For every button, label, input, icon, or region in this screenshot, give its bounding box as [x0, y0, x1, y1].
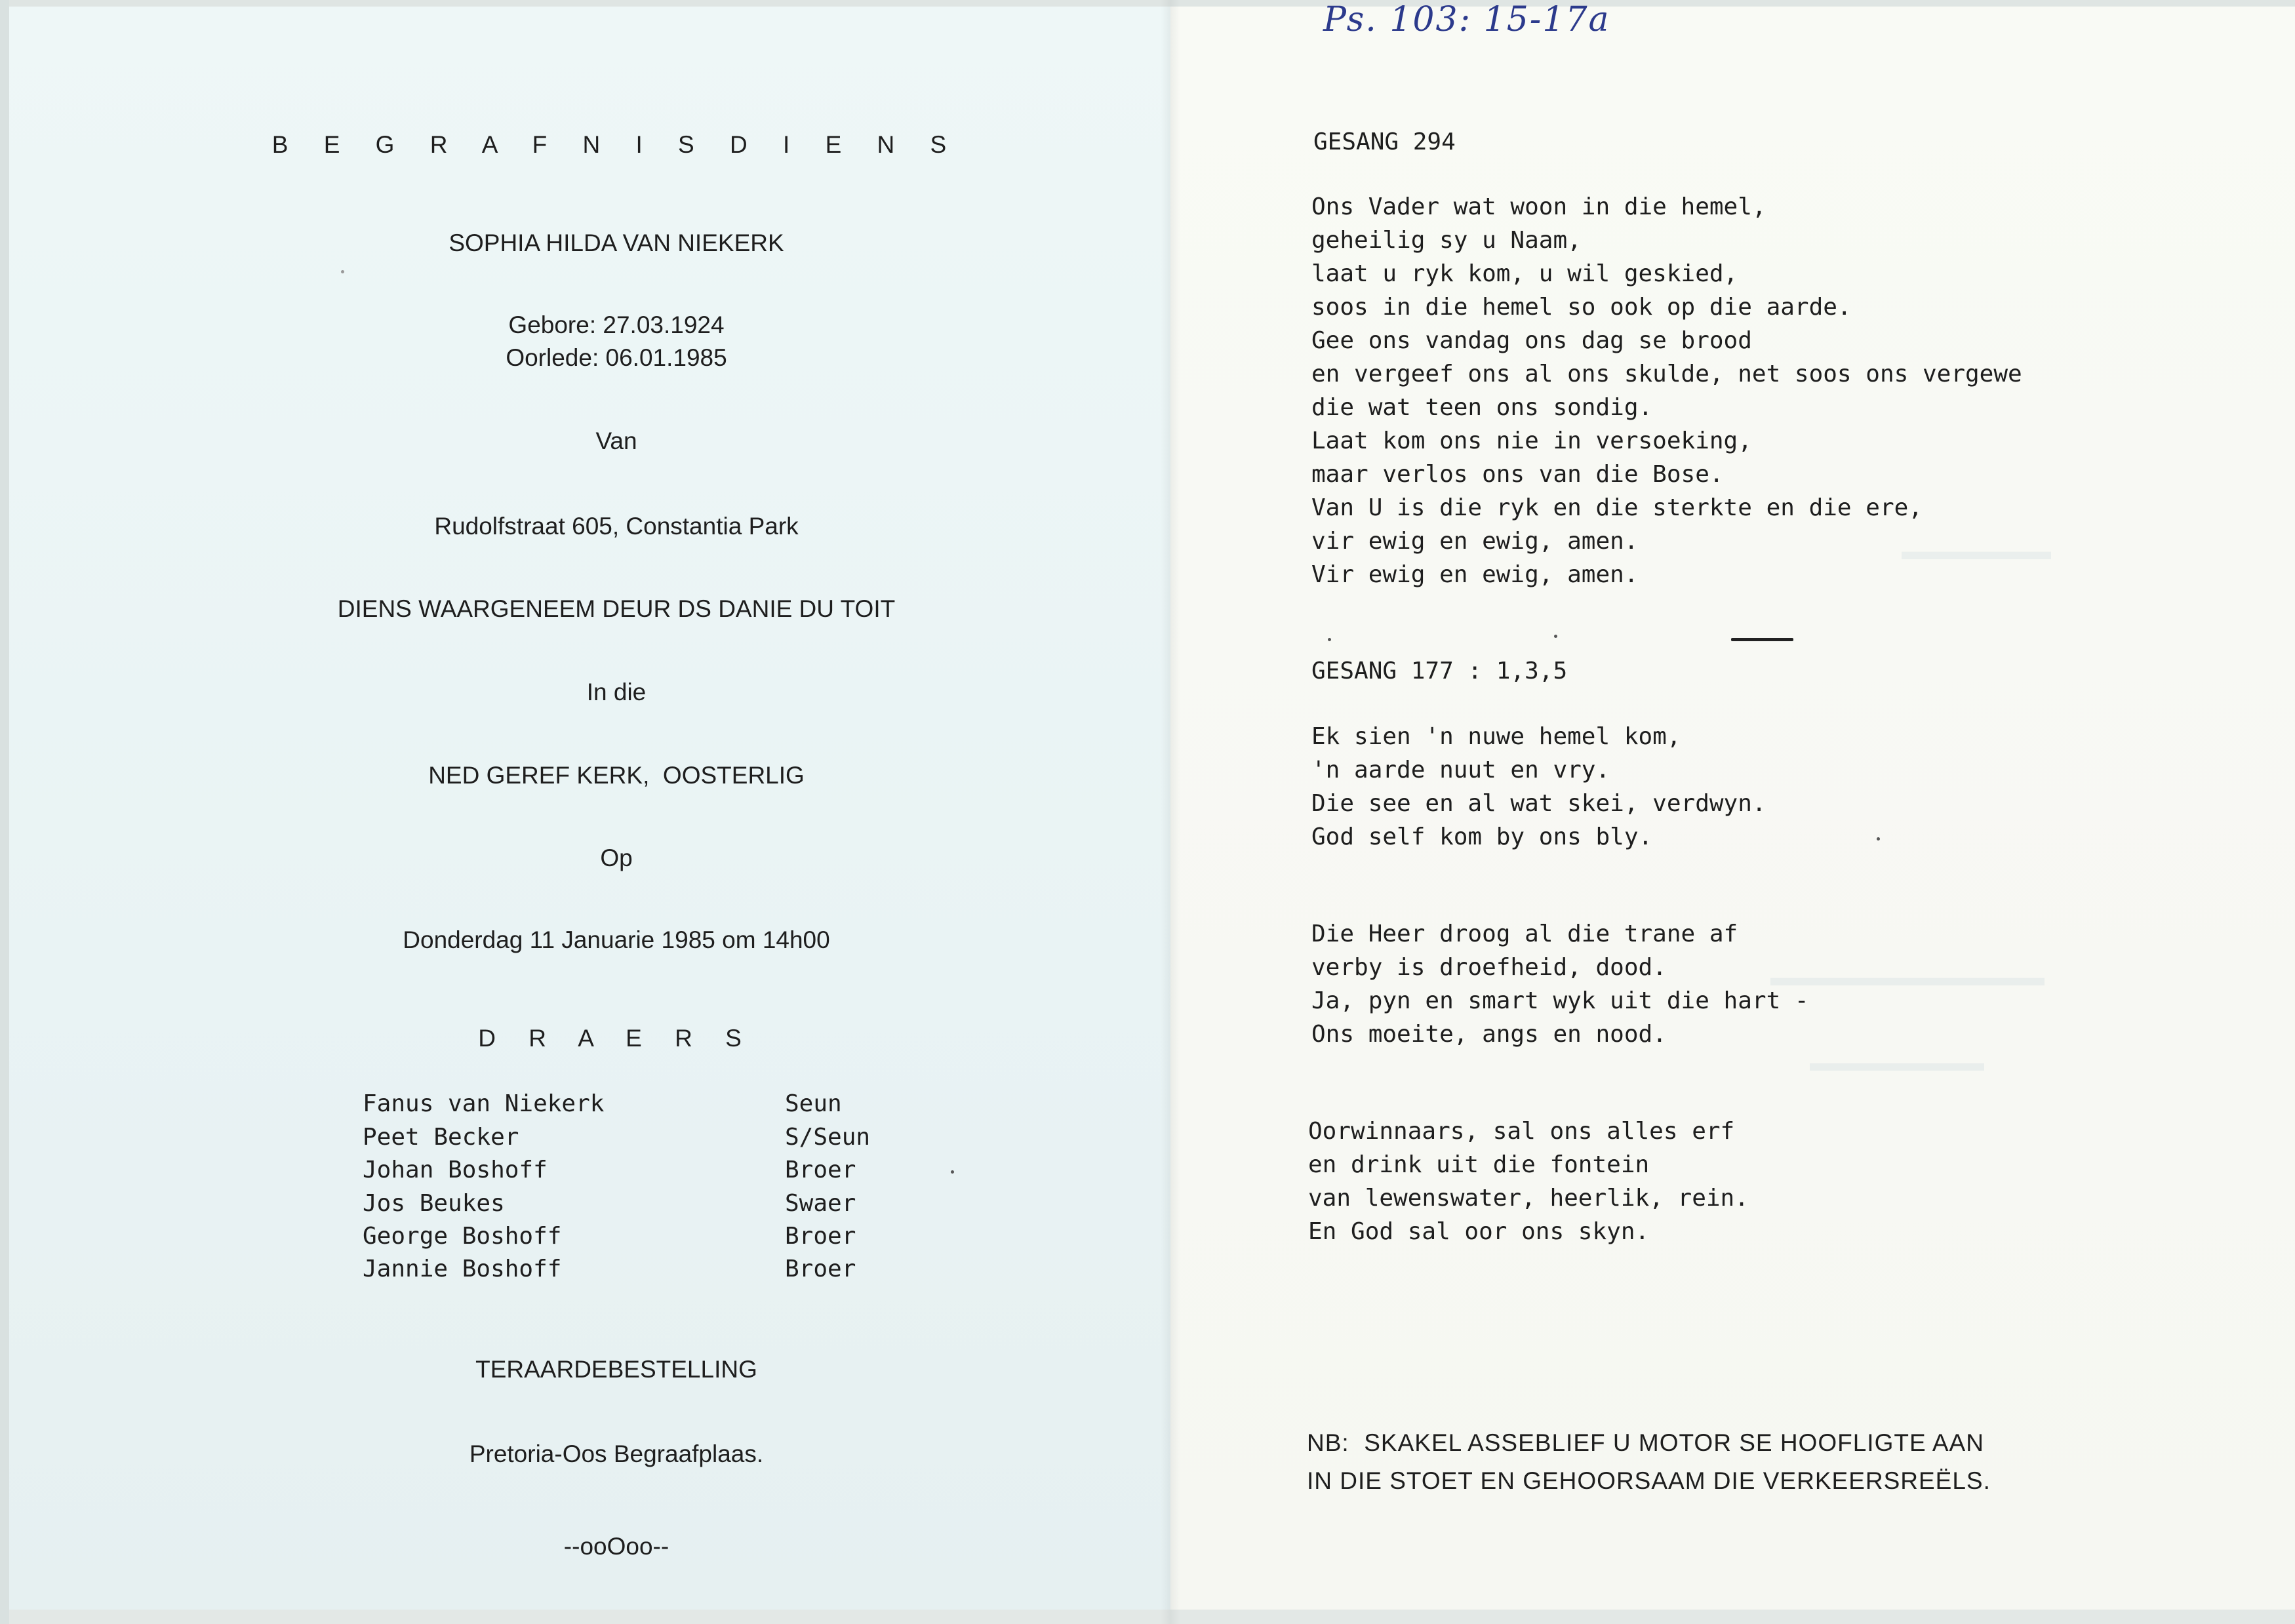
hymn-177-verse-1 [1311, 720, 1766, 854]
hymn-line: soos in die hemel so ook op die aarde. [1311, 294, 1852, 321]
paper-speck [1328, 638, 1331, 641]
page-fold [1161, 0, 1180, 1624]
paper-edge-bottom [0, 1610, 2295, 1624]
bearers-title: D R A E R S [478, 1025, 755, 1052]
verse-line: en drink uit die fontein [1308, 1151, 1650, 1178]
hymn-line: laat u ryk kom, u wil geskied, [1311, 260, 1738, 287]
hymn-177-verse-3 [1308, 1115, 1749, 1248]
verse-line: Ons moeite, angs en nood. [1311, 1021, 1667, 1048]
verse-line: Die Heer droog al die trane af [1311, 921, 1738, 947]
hymn-line: Van U is die ryk en die sterkte en die ere, [1311, 494, 1923, 521]
verse-line: Die see en al wat skei, verdwyn. [1311, 790, 1766, 817]
notice-line-2: IN DIE STOET EN GEHOORSAAM DIE VERKEERSREËLS. [1307, 1467, 1991, 1494]
birth-date: Gebore: 27.03.1924 [508, 311, 725, 338]
verse-line: Ja, pyn en smart wyk uit die hart - [1311, 987, 1809, 1014]
address: Rudolfstraat 605, Constantia Park [434, 513, 799, 540]
bearer-name: Jannie Boshoff [363, 1256, 562, 1282]
hymn-line: maar verlos ons van die Bose. [1311, 461, 1724, 488]
cemetery-name: Pretoria-Oos Begraafplaas. [469, 1440, 764, 1467]
bearer-relation: Swaer [785, 1190, 856, 1217]
bearer-relation: S/Seun [785, 1124, 871, 1151]
bearer-relation: Seun [785, 1090, 842, 1117]
bearer-name: Peet Becker [363, 1124, 519, 1151]
death-date: Oorlede: 06.01.1985 [506, 344, 727, 371]
hymn-177-title: GESANG 177 : 1,3,5 [1311, 658, 1568, 684]
officiant: DIENS WAARGENEEM DEUR DS DANIE DU TOIT [337, 595, 896, 622]
in-label: In die [586, 679, 647, 705]
verse-line: van lewenswater, heerlik, rein. [1308, 1185, 1749, 1212]
hymn-line: vir ewig en ewig, amen. [1311, 528, 1639, 555]
hymn-line: die wat teen ons sondig. [1311, 394, 1653, 421]
bearer-relation: Broer [785, 1223, 856, 1250]
verse-line: verby is droefheid, dood. [1311, 954, 1667, 981]
paper-edge-left [0, 0, 9, 1624]
bearer-name: George Boshoff [363, 1223, 562, 1250]
end-mark: --ooOoo-- [563, 1533, 669, 1560]
hymn-line: Ons Vader wat woon in die hemel, [1311, 193, 1766, 220]
hymn-line: Gee ons vandag ons dag se brood [1311, 327, 1752, 354]
deceased-name: SOPHIA HILDA VAN NIEKERK [449, 229, 784, 256]
paper-speck [1877, 837, 1880, 841]
hymn-294-title: GESANG 294 [1313, 129, 1456, 155]
paper-speck [951, 1170, 954, 1174]
paper-edge-top [0, 0, 2295, 7]
hymn-line: Vir ewig en ewig, amen. [1311, 561, 1639, 588]
show-through-mark: ▬▬▬▬▬▬▬▬▬▬▬ [1770, 964, 2045, 991]
bearer-name: Fanus van Niekerk [363, 1090, 605, 1117]
verse-line: God self kom by ons bly. [1311, 823, 1653, 850]
show-through-mark: ▬▬▬▬▬▬▬ [1810, 1049, 1984, 1077]
hymn-line: Laat kom ons nie in versoeking, [1311, 427, 1752, 454]
bearer-relation: Broer [785, 1157, 856, 1183]
verse-line: Oorwinnaars, sal ons alles erf [1308, 1118, 1735, 1145]
church-name: NED GEREF KERK, OOSTERLIG [428, 762, 805, 789]
bearer-name: Johan Boshoff [363, 1157, 548, 1183]
burial-title: TERAARDEBESTELLING [475, 1356, 757, 1383]
on-label: Op [600, 844, 633, 871]
verse-line: Ek sien 'n nuwe hemel kom, [1311, 723, 1681, 750]
bearer-relation: Broer [785, 1256, 856, 1282]
hymn-line: geheilig sy u Naam, [1311, 227, 1582, 254]
paper-speck [341, 270, 344, 273]
verse-line: En God sal oor ons skyn. [1308, 1218, 1650, 1245]
hymn-177-verse-2 [1311, 917, 1809, 1051]
paper-speck [1554, 635, 1557, 638]
hymn-line: en vergeef ons al ons skulde, net soos ons vergewe [1311, 361, 2022, 387]
service-datetime: Donderdag 11 Januarie 1985 om 14h00 [403, 926, 830, 953]
hymn-294-text [1311, 190, 2022, 591]
from-label: Van [595, 427, 637, 454]
ink-mark [1731, 638, 1793, 641]
handwritten-note: Ps. 103: 15-17a [1323, 0, 1610, 39]
show-through-mark: ▬▬▬▬▬▬ [1902, 538, 2051, 565]
bearer-name: Jos Beukes [363, 1190, 505, 1217]
verse-line: 'n aarde nuut en vry. [1311, 757, 1610, 783]
service-title: B E G R A F N I S D I E N S [271, 131, 961, 158]
notice-line-1: NB: SKAKEL ASSEBLIEF U MOTOR SE HOOFLIGTE AAN [1307, 1429, 1984, 1456]
